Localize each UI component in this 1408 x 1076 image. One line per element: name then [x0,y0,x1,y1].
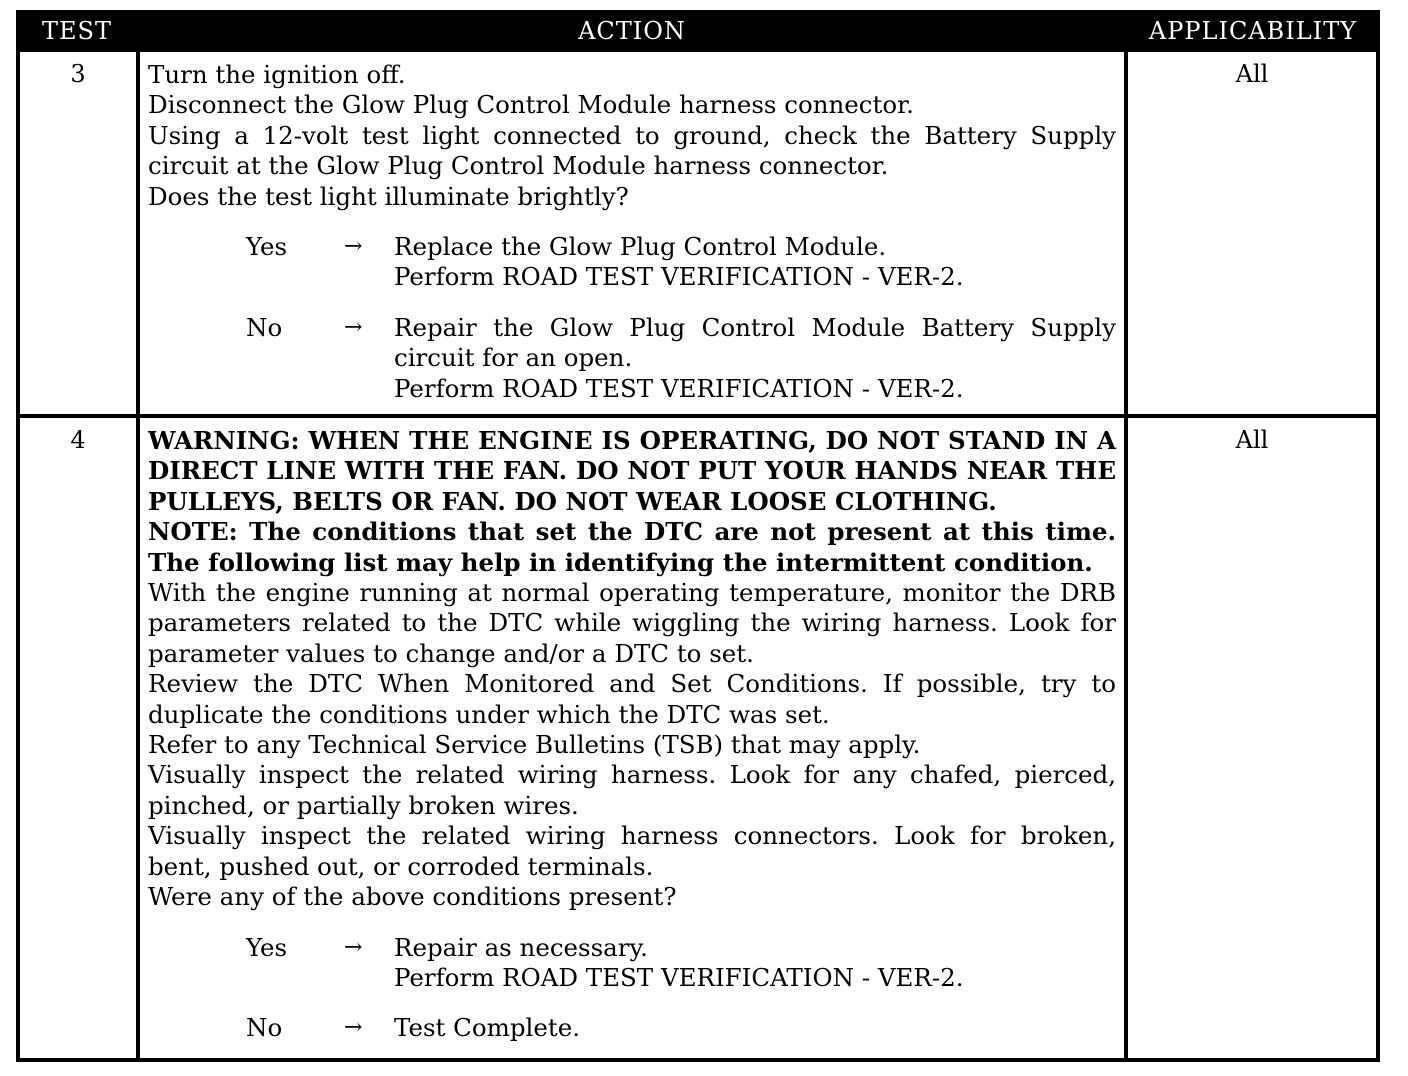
header-test: TEST [42,17,112,45]
applicability-4: All [1128,418,1376,1058]
action-line: Refer to any Technical Service Bulletins (TSB) that may apply. [148,730,921,760]
result-no [148,313,1116,404]
action-line: Using a 12-volt test light connected to ground, check the Battery Supply circuit at the Glow Plug Control Module harness connector. [148,120,1116,181]
no-label: No [246,312,283,342]
diagnostic-table [16,10,1380,1062]
warning-text: WARNING: WHEN THE ENGINE IS OPERATING, DO NOT STAND IN A DIRECT LINE WITH THE FAN. DO NOT PUT YOUR HANDS NEAR THE PULLEYS, BELTS OR FAN. DO NOT WEAR LOOSE CLOTHING. [148,426,1116,516]
arrow-icon: → [344,1015,363,1041]
action-cell-4 [140,418,1124,1058]
action-line: Visually inspect the related wiring harness connectors. Look for broken, bent, pushed out, or corroded terminals. [148,821,1116,881]
yes-label: Yes [246,932,288,962]
arrow-icon: → [344,934,363,960]
test-number-3: 3 [20,52,136,414]
yes-text: Repair as necessary. [394,932,648,962]
action-line: Visually inspect the related wiring harness. Look for any chafed, pierced, pinched, or partially broken wires. [148,760,1116,820]
arrow-icon: → [344,234,363,260]
action-line: Turn the ignition off. [148,60,406,89]
header-action: ACTION [578,17,686,45]
result-no [148,1013,1116,1043]
table-header [16,10,1380,52]
action-line: Disconnect the Glow Plug Control Module harness connector. [148,90,914,120]
action-line: With the engine running at normal operating temperature, monitor the DRB parameters related to the DTC while wiggling the wiring harness. Look for parameter values to change and/or a DTC to set. [148,578,1116,668]
no-text: Test Complete. [394,1013,581,1043]
no-text: Perform ROAD TEST VERIFICATION - VER-2. [394,373,964,403]
yes-text: Replace the Glow Plug Control Module. [394,232,887,262]
action-line: Were any of the above conditions present? [148,882,677,912]
yes-label: Yes [246,232,288,262]
result-yes [148,933,1116,994]
note-text: NOTE: The conditions that set the DTC are not present at this time. The following list may help in identifying the intermittent condition. [148,517,1116,577]
arrow-icon: → [344,314,363,340]
yes-text: Perform ROAD TEST VERIFICATION - VER-2. [394,962,964,992]
yes-text: Perform ROAD TEST VERIFICATION - VER-2. [394,262,964,292]
no-text: Repair the Glow Plug Control Module Battery Supply circuit for an open. [394,312,1116,373]
header-applicability: APPLICABILITY [1148,17,1358,45]
action-line: Review the DTC When Monitored and Set Conditions. If possible, try to duplicate the conditions under which the DTC was set. [148,669,1116,729]
test-number-4: 4 [20,418,136,1058]
action-line: Does the test light illuminate brightly? [148,181,629,211]
result-yes [148,232,1116,293]
applicability-3: All [1128,52,1376,414]
action-cell-3 [140,52,1124,414]
no-label: No [246,1013,283,1043]
